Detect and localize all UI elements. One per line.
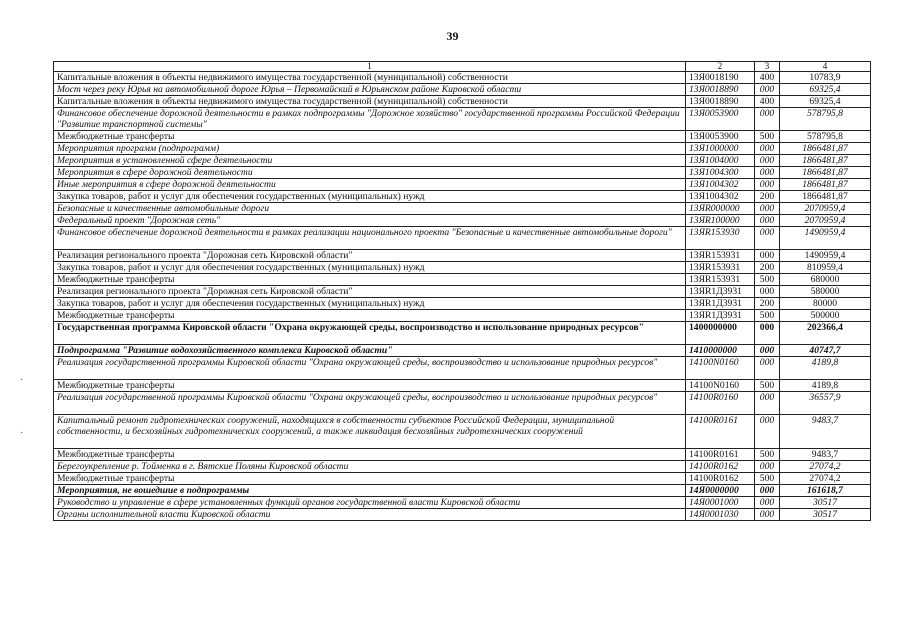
row-name: Реализация государственной программы Кировской области "Охрана окружающей среды, воспроизводство и использование природных ресурсов" [54,392,686,415]
row-name: Межбюджетные трансферты [54,449,686,461]
row-expense-type: 500 [755,310,780,322]
row-code: 13ЯR153930 [686,227,755,250]
row-code: 14100N0160 [686,380,755,392]
row-amount: 27074,2 [780,473,871,485]
scan-mark: · [20,375,24,386]
row-name: Государственная программа Кировской области "Охрана окружающей среды, воспроизводство и использование природных ресурсов" [54,322,686,345]
row-expense-type: 400 [755,72,780,84]
row-code: 13Я1004302 [686,191,755,203]
row-expense-type: 000 [755,485,780,497]
table-row [54,72,871,84]
row-expense-type: 500 [755,131,780,143]
row-code: 13Я1004302 [686,179,755,191]
row-amount: 30517 [780,497,871,509]
table-row [54,227,871,250]
row-name: Закупка товаров, работ и услуг для обеспечения государственных (муниципальных) нужд [54,191,686,203]
row-name: Межбюджетные трансферты [54,131,686,143]
row-code: 13ЯR1Д3931 [686,286,755,298]
row-expense-type: 200 [755,191,780,203]
row-code: 13ЯR153931 [686,262,755,274]
row-code: 13Я0018890 [686,84,755,96]
row-amount: 2070959,4 [780,215,871,227]
row-code: 13Я0018890 [686,96,755,108]
row-code: 1400000000 [686,322,755,345]
row-code: 13Я0053900 [686,108,755,131]
table-row [54,415,871,449]
row-name: Мероприятия, не вошедшие в подпрограммы [54,485,686,497]
row-code: 13ЯR000000 [686,203,755,215]
row-amount: 80000 [780,298,871,310]
row-amount: 578795,8 [780,108,871,131]
row-expense-type: 000 [755,392,780,415]
row-amount: 4189,8 [780,357,871,380]
table-row [54,143,871,155]
row-expense-type: 000 [755,143,780,155]
table-row [54,485,871,497]
row-expense-type: 000 [755,250,780,262]
row-expense-type: 500 [755,274,780,286]
header-row [54,62,871,72]
row-amount: 4189,8 [780,380,871,392]
table-row [54,262,871,274]
row-amount: 9483,7 [780,449,871,461]
row-name: Реализация регионального проекта "Дорожная сеть Кировской области" [54,250,686,262]
table-row [54,108,871,131]
row-amount: 1866481,87 [780,143,871,155]
row-expense-type: 000 [755,322,780,345]
row-amount: 578795,8 [780,131,871,143]
row-code: 14100R0161 [686,415,755,449]
row-name: Закупка товаров, работ и услуг для обеспечения государственных (муниципальных) нужд [54,298,686,310]
row-expense-type: 000 [755,286,780,298]
row-code: 13Я1000000 [686,143,755,155]
row-name: Реализация государственной программы Кировской области "Охрана окружающей среды, воспроизводство и использование природных ресурсов" [54,357,686,380]
row-name: Финансовое обеспечение дорожной деятельности в рамках реализации национального проекта "Безопасные и качественные автомобильные дороги" [54,227,686,250]
row-name: Руководство и управление в сфере установленных функций органов государственной власти Кировской области [54,497,686,509]
row-amount: 1490959,4 [780,227,871,250]
row-name: Межбюджетные трансферты [54,473,686,485]
row-amount: 1866481,87 [780,191,871,203]
row-name: Подпрограмма "Развитие водохозяйственного комплекса Кировской области" [54,345,686,357]
row-expense-type: 500 [755,380,780,392]
row-amount: 30517 [780,509,871,521]
row-name: Капитальный ремонт гидротехнических сооружений, находящихся в собственности субъектов Российской Федерации, муниципальной собственности, и бесхозяйных гидротехнических сооружений, а также ликвидация бесхозяйных гидротехнических сооружений [54,415,686,449]
table-row [54,155,871,167]
row-name: Мероприятия в установленной сфере деятельности [54,155,686,167]
row-name: Федеральный проект "Дорожная сеть" [54,215,686,227]
row-code: 14100R0161 [686,449,755,461]
row-name: Капитальные вложения в объекты недвижимого имущества государственной (муниципальной) собственности [54,72,686,84]
table-row [54,392,871,415]
row-amount: 40747,7 [780,345,871,357]
row-name: Иные мероприятия в сфере дорожной деятельности [54,179,686,191]
row-expense-type: 000 [755,179,780,191]
table-row [54,473,871,485]
table-row [54,449,871,461]
row-name: Межбюджетные трансферты [54,380,686,392]
row-amount: 810959,4 [780,262,871,274]
page-number: 39 [446,29,459,43]
row-code: 14100R0162 [686,473,755,485]
table-row [54,84,871,96]
row-expense-type: 000 [755,509,780,521]
row-amount: 500000 [780,310,871,322]
row-code: 13ЯR153931 [686,274,755,286]
row-amount: 580000 [780,286,871,298]
row-code: 13ЯR1Д3931 [686,298,755,310]
row-name: Мероприятия программ (подпрограмм) [54,143,686,155]
row-name: Мероприятия в сфере дорожной деятельности [54,167,686,179]
row-amount: 161618,7 [780,485,871,497]
header-col-3: 3 [755,62,780,72]
row-expense-type: 500 [755,449,780,461]
table-row [54,322,871,345]
row-code: 13Я1004000 [686,155,755,167]
row-code: 13ЯR153931 [686,250,755,262]
row-name: Реализация регионального проекта "Дорожная сеть Кировской области" [54,286,686,298]
budget-table-header [54,62,871,72]
row-code: 13Я0018190 [686,72,755,84]
table-row [54,215,871,227]
row-code: 14Я0001030 [686,509,755,521]
row-code: 13ЯR100000 [686,215,755,227]
header-col-2: 2 [686,62,755,72]
row-code: 14Я0001000 [686,497,755,509]
table-row [54,203,871,215]
row-code: 14100R0162 [686,461,755,473]
row-code: 1410000000 [686,345,755,357]
row-name: Капитальные вложения в объекты недвижимого имущества государственной (муниципальной) собственности [54,96,686,108]
row-expense-type: 000 [755,167,780,179]
row-amount: 10783,9 [780,72,871,84]
row-name: Межбюджетные трансферты [54,274,686,286]
row-expense-type: 000 [755,227,780,250]
row-expense-type: 200 [755,262,780,274]
table-row [54,131,871,143]
row-expense-type: 000 [755,415,780,449]
table-row [54,345,871,357]
row-amount: 1866481,87 [780,167,871,179]
row-code: 13Я0053900 [686,131,755,143]
row-amount: 202366,4 [780,322,871,345]
header-col-4: 4 [780,62,871,72]
table-row [54,191,871,203]
row-code: 13Я1004300 [686,167,755,179]
budget-table-body [54,72,871,521]
row-code: 14100R0160 [686,392,755,415]
row-amount: 9483,7 [780,415,871,449]
row-expense-type: 500 [755,473,780,485]
table-row [54,96,871,108]
table-row [54,497,871,509]
table-row [54,250,871,262]
row-name: Закупка товаров, работ и услуг для обеспечения государственных (муниципальных) нужд [54,262,686,274]
table-row [54,380,871,392]
table-row [54,274,871,286]
row-amount: 1490959,4 [780,250,871,262]
row-name: Безопасные и качественные автомобильные дороги [54,203,686,215]
table-row [54,310,871,322]
table-row [54,286,871,298]
row-code: 14Я0000000 [686,485,755,497]
table-row [54,298,871,310]
row-amount: 2070959,4 [780,203,871,215]
table-row [54,461,871,473]
row-expense-type: 000 [755,155,780,167]
row-amount: 36557,9 [780,392,871,415]
row-expense-type: 000 [755,345,780,357]
row-amount: 1866481,87 [780,179,871,191]
table-row [54,167,871,179]
row-name: Мост через реку Юрья на автомобильной дороге Юрья – Первомайский в Юрьянском районе Кировской области [54,84,686,96]
row-name: Межбюджетные трансферты [54,310,686,322]
row-name: Финансовое обеспечение дорожной деятельности в рамках подпрограммы "Дорожное хозяйство" государственной программы Российской Федерации "Развитие транспортной системы" [54,108,686,131]
row-expense-type: 000 [755,108,780,131]
row-expense-type: 400 [755,96,780,108]
row-amount: 69325,4 [780,84,871,96]
row-expense-type: 000 [755,84,780,96]
row-amount: 27074,2 [780,461,871,473]
row-expense-type: 000 [755,215,780,227]
budget-table [53,61,871,521]
table-row [54,509,871,521]
row-expense-type: 000 [755,461,780,473]
scan-mark: · [20,428,24,439]
row-amount: 680000 [780,274,871,286]
table-row [54,179,871,191]
table-row [54,357,871,380]
row-amount: 1866481,87 [780,155,871,167]
row-name: Берегоукрепление р. Тойменка в г. Вятские Поляны Кировской области [54,461,686,473]
row-expense-type: 000 [755,357,780,380]
row-code: 13ЯR1Д3931 [686,310,755,322]
row-expense-type: 000 [755,497,780,509]
row-amount: 69325,4 [780,96,871,108]
row-expense-type: 000 [755,203,780,215]
header-col-1: 1 [54,62,686,72]
row-name: Органы исполнительной власти Кировской области [54,509,686,521]
row-expense-type: 200 [755,298,780,310]
row-code: 14100N0160 [686,357,755,380]
